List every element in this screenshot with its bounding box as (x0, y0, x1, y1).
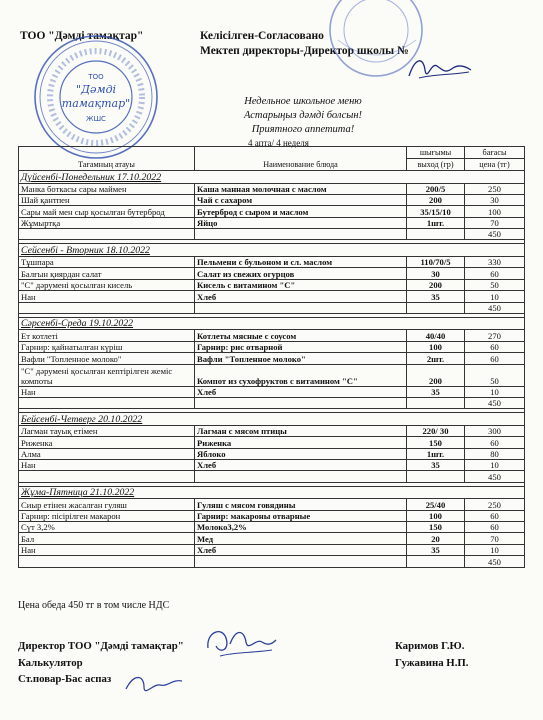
dish-price: 100 (465, 206, 525, 217)
dish-name-kz: Лагман тауық етімен (19, 425, 195, 436)
column-header-yield-bottom: выход (гр) (407, 159, 465, 171)
total-empty-cell (407, 397, 465, 408)
dish-price: 70 (465, 217, 525, 228)
total-empty-cell (407, 556, 465, 567)
table-row (19, 341, 525, 352)
dish-price: 60 (465, 268, 525, 279)
dish-price: 10 (465, 460, 525, 471)
dish-price: 60 (465, 353, 525, 364)
total-empty-cell (19, 229, 195, 240)
director-name: Каримов Г.Ю. (395, 640, 465, 652)
dish-name-kz: Сары май мен сыр қосылған бутерброд (19, 206, 195, 217)
dish-yield: 100 (407, 341, 465, 352)
table-row (19, 425, 525, 436)
dish-price: 10 (465, 386, 525, 397)
dish-name-kz: Тұшпара (19, 256, 195, 267)
director-footer-signature (200, 618, 280, 664)
column-header-kz-name: Тағамның атауы (19, 147, 195, 171)
table-row (19, 291, 525, 302)
dish-name-ru: Гарнир: рис отварной (195, 341, 407, 352)
weekly-menu-table (18, 146, 525, 568)
dish-price: 250 (465, 183, 525, 194)
day-title: Сейсенбі - Вторник 18.10.2022 (19, 244, 525, 257)
dish-name-kz: Нан (19, 386, 195, 397)
dish-yield: 35 (407, 386, 465, 397)
dish-yield: 200/5 (407, 183, 465, 194)
dish-yield: 25/40 (407, 499, 465, 510)
table-row (19, 330, 525, 341)
dish-yield: 220/ 30 (407, 425, 465, 436)
day-total-price: 450 (465, 302, 525, 313)
calculator-label: Калькулятор (18, 657, 83, 669)
dish-price: 300 (465, 425, 525, 436)
table-header-row-top (19, 147, 525, 159)
dish-yield: 35 (407, 544, 465, 555)
column-header-yield-top: шығымы (407, 147, 465, 159)
dish-name-kz: Сүт 3,2% (19, 522, 195, 533)
table-row (19, 448, 525, 459)
total-empty-cell (19, 471, 195, 482)
total-empty-cell (195, 471, 407, 482)
dish-name-ru: Бутерброд с сыром и маслом (195, 206, 407, 217)
agreed-label: Келісілген-Согласовано (200, 30, 324, 42)
menu-wish-ru: Приятного аппетита! (251, 124, 355, 135)
total-empty-cell (407, 302, 465, 313)
dish-price: 330 (465, 256, 525, 267)
dish-yield: 35 (407, 460, 465, 471)
dish-price: 60 (465, 341, 525, 352)
dish-name-ru: Пельмени с бульоном и сл. маслом (195, 256, 407, 267)
dish-name-kz: Нан (19, 544, 195, 555)
table-row (19, 386, 525, 397)
svg-text:тамақтар": тамақтар" (61, 97, 131, 110)
dish-price: 50 (465, 279, 525, 290)
dish-price: 270 (465, 330, 525, 341)
dish-name-ru: Вафли "Топленное молоко" (195, 353, 407, 364)
dish-name-ru: Каша манная молочная с маслом (195, 183, 407, 194)
table-row (19, 364, 525, 386)
total-empty-cell (195, 397, 407, 408)
day-total-price: 450 (465, 471, 525, 482)
dish-yield: 200 (407, 364, 465, 386)
day-header-row (19, 413, 525, 426)
total-empty-cell (195, 229, 407, 240)
dish-name-ru: Яйцо (195, 217, 407, 228)
day-total-price: 450 (465, 556, 525, 567)
dish-yield: 200 (407, 194, 465, 205)
table-row (19, 256, 525, 267)
dish-yield: 20 (407, 533, 465, 544)
dish-name-kz: Ет котлеті (19, 330, 195, 341)
week-label: 4 апта/ 4 неделя (248, 138, 309, 148)
day-total-price: 450 (465, 397, 525, 408)
table-row (19, 183, 525, 194)
dish-name-ru: Котлеты мясные с соусом (195, 330, 407, 341)
dish-name-ru: Мед (195, 533, 407, 544)
svg-text:"Дәмді: "Дәмді (75, 83, 117, 96)
dish-name-kz: Шай қантпен (19, 194, 195, 205)
dish-yield: 35 (407, 291, 465, 302)
dish-name-ru: Хлеб (195, 544, 407, 555)
total-empty-cell (195, 302, 407, 313)
company-stamp-seal (32, 33, 160, 161)
director-label: Директор ТОО "Дәмді тамақтар" (18, 640, 184, 652)
day-header-row (19, 317, 525, 330)
dish-name-ru: Хлеб (195, 386, 407, 397)
calculator-name: Гужавина Н.П. (395, 657, 469, 669)
dish-name-ru: Чай с сахаром (195, 194, 407, 205)
table-row (19, 460, 525, 471)
total-empty-cell (407, 229, 465, 240)
dish-price: 30 (465, 194, 525, 205)
day-header-row (19, 244, 525, 257)
dish-yield: 1шт. (407, 217, 465, 228)
dish-name-ru: Лагман с мясом птицы (195, 425, 407, 436)
dish-price: 60 (465, 437, 525, 448)
dish-name-kz: Нан (19, 460, 195, 471)
column-header-price-top: бағасы (465, 147, 525, 159)
dish-yield: 40/40 (407, 330, 465, 341)
table-row (19, 510, 525, 521)
svg-text:ТОО: ТОО (88, 73, 104, 81)
table-row (19, 217, 525, 228)
table-row (19, 533, 525, 544)
table-row (19, 206, 525, 217)
column-header-price-bottom: цена (тг) (465, 159, 525, 171)
dish-name-kz: Сиыр етінен жасалған гуляш (19, 499, 195, 510)
dish-yield: 200 (407, 279, 465, 290)
dish-price: 10 (465, 544, 525, 555)
dish-yield: 2шт. (407, 353, 465, 364)
table-row (19, 194, 525, 205)
total-empty-cell (19, 397, 195, 408)
dish-price: 10 (465, 291, 525, 302)
company-name: ТОО "Дәмді тамақтар" (20, 30, 144, 42)
day-header-row (19, 486, 525, 499)
table-row (19, 353, 525, 364)
total-empty-cell (407, 471, 465, 482)
dish-yield: 30 (407, 268, 465, 279)
dish-yield: 35/15/10 (407, 206, 465, 217)
column-header-ru-name: Наименование блюда (195, 147, 407, 171)
dish-price: 250 (465, 499, 525, 510)
cook-signature (120, 665, 190, 705)
dish-price: 70 (465, 533, 525, 544)
table-row (19, 279, 525, 290)
dish-name-ru: Салат из свежих огурцов (195, 268, 407, 279)
dish-name-kz: "С" дәрумені қосылған кептірілген жеміс компоты (19, 364, 195, 386)
table-row (19, 437, 525, 448)
dish-price: 80 (465, 448, 525, 459)
dish-name-ru: Хлеб (195, 460, 407, 471)
table-row (19, 268, 525, 279)
dish-price: 60 (465, 510, 525, 521)
day-total-row (19, 397, 525, 408)
dish-name-kz: Бал (19, 533, 195, 544)
day-title: Бейсенбі-Четверг 20.10.2022 (19, 413, 525, 426)
dish-yield: 150 (407, 437, 465, 448)
table-row (19, 522, 525, 533)
day-total-row (19, 471, 525, 482)
dish-name-ru: Кисель с витамином "С" (195, 279, 407, 290)
dish-yield: 1шт. (407, 448, 465, 459)
dish-name-ru: Яблоко (195, 448, 407, 459)
dish-price: 60 (465, 522, 525, 533)
svg-text:ЖШС: ЖШС (86, 115, 106, 123)
dish-name-ru: Гуляш с мясом говядины (195, 499, 407, 510)
dish-yield: 100 (407, 510, 465, 521)
day-header-row (19, 171, 525, 184)
director-signature (405, 48, 475, 88)
day-total-row (19, 302, 525, 313)
dish-name-kz: Балғын қиярдан салат (19, 268, 195, 279)
dish-name-kz: "С" дәрумені қосылған кисель (19, 279, 195, 290)
day-title: Сәрсенбі-Среда 19.10.2022 (19, 317, 525, 330)
total-empty-cell (195, 556, 407, 567)
dish-yield: 110/70/5 (407, 256, 465, 267)
menu-wish-kz: Астарыңыз дәмді болсын! (243, 110, 363, 121)
dish-name-ru: Хлеб (195, 291, 407, 302)
director-school-line: Мектеп директоры-Директор школы № (200, 45, 409, 57)
dish-price: 50 (465, 364, 525, 386)
dish-name-kz: Манка боткасы сары маймен (19, 183, 195, 194)
total-empty-cell (19, 302, 195, 313)
day-title: Дүйсенбі-Понедельник 17.10.2022 (19, 171, 525, 184)
dish-name-kz: Гарнир: пісірілген макарон (19, 510, 195, 521)
day-total-price: 450 (465, 229, 525, 240)
dish-yield: 150 (407, 522, 465, 533)
table-row (19, 499, 525, 510)
menu-title: Недельное школьное меню (244, 96, 362, 107)
dish-name-ru: Компот из сухофруктов с витамином "С" (195, 364, 407, 386)
dish-name-kz: Нан (19, 291, 195, 302)
dish-name-ru: Молоко3,2% (195, 522, 407, 533)
table-row (19, 544, 525, 555)
lunch-price-note: Цена обеда 450 тг в том числе НДС (18, 600, 170, 611)
dish-name-kz: Гарнир: қайнатылған күріш (19, 341, 195, 352)
dish-name-ru: Риженка (195, 437, 407, 448)
total-empty-cell (19, 556, 195, 567)
dish-name-kz: Риженка (19, 437, 195, 448)
dish-name-ru: Гарнир: макароны отварные (195, 510, 407, 521)
dish-name-kz: Вафли "Топленное молоко" (19, 353, 195, 364)
dish-name-kz: Жұмыртқа (19, 217, 195, 228)
head-cook-label: Ст.повар-Бас аспаз (18, 673, 112, 685)
day-total-row (19, 556, 525, 567)
day-title: Жұма-Пятница 21.10.2022 (19, 486, 525, 499)
day-total-row (19, 229, 525, 240)
dish-name-kz: Алма (19, 448, 195, 459)
